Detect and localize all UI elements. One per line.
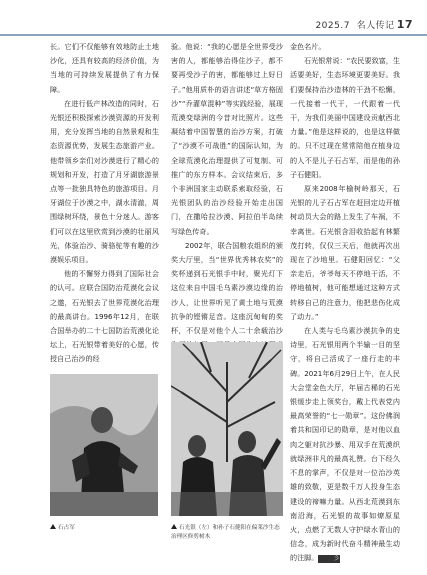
header-text (315, 18, 413, 31)
text-column-2 (171, 40, 283, 367)
paragraph-text: 在人类与毛乌素沙漠抗争的史诗里，石光银用两个半输一目的坚守，将自己活成了一座行走的丰碑。2021年6月29日上午，在人民大会堂金色大厅，年届古稀的石光银缓步走上领奖台，戴上代表党内最高荣誉的“七一勋章”。这份佛润着共和国印记的勋章，是对他以血肉之躯对抗沙暴、用双手在荒漠织就绿洲非凡的最高礼赞。台下经久不息的掌声，不仅是对一位治沙英雄的致敬，更是数千万人投身生态建设的禘嘛力量。从西北荒漠到东南沿海，石光银的故事如燎原星火，点燃了无数人守护绿水青山的信念，成为新时代奋斗精神最生动的注脚。 (290, 326, 400, 563)
issue-date: 2025.7 (315, 21, 350, 31)
triangle-icon (171, 524, 177, 529)
tree-pruning-illustration (171, 342, 283, 516)
text-column-3 (290, 40, 400, 566)
paragraph: 长。它们不仅能够有效地防止土地沙化，还具有较高的经济价值，为当地的可持续发展提供了有力保障。 (50, 42, 159, 94)
paragraph: 2002年，联合国粮农组织的颁奖大厅里，当“世界优秀林农奖”的奖杯递到石光银手中时，聚光灯下这位来自中国毛乌素沙漠边缘的治沙人，让世界听见了黄土地与荒漠抗争的铿锵足音。这座沉甸甸的奖杯，不仅是对他个人二十余载治沙 (171, 240, 283, 336)
paragraph: 原来2008年榆树岭那天，石光银的儿子石占军在赶回定边开植树动员大会的路上发生了车祸，不幸离世。石光银含泪收拾起有林繁茂打转，仅仅三天后，他就再次出现在了沙地里。石健阳回忆：“父亲走后，爷爷每天不停地干活，不停地植树，他可能想通过这种方式转移自己的注意力，他把悲伤化成了动力。” (290, 184, 400, 321)
paragraph: 验。他说：“我的心愿是全世界受沙害的人，都能够治得住沙子，都不要再受沙子的害，都能够过上好日子。”他用质朴的语言讲述“草方格固沙”“乔灌草混种”等实践经验，展现荒漠变绿洲的今昔对比照片。这些凝结着中国智慧的治沙方案，打破了“沙漠不可战胜”的国际认知，为全球荒漠化治理提供了可复制、可推广的东方样本。会议结束后，多个非洲国家主动联系索取经验，石光银团队的治沙经验开始走出国门，在撒哈拉沙漠、阿拉伯半岛续写绿色传奇。 (171, 42, 283, 236)
paragraph: 在进行低产林改造的同时，石光银还积极探索沙漠资源的开发利用，充分发挥当地的自然景观和生态资源优势，发展生态旅游产业。他带领乡亲们对沙漠进行了精心的规划和开发，打造了月牙湖旅游景点等一批独具特色的旅游项目。月牙湖位于沙漠之中，湖水清澈，周围绿树环绕，景色十分迷人。游客们可以在这里欣赏到沙漠的壮丽风光，体验治沙、骑骆驼等有趣的沙漠娱乐项目。 (50, 98, 159, 265)
page-number: 17 (396, 18, 413, 31)
photo-shi-guangyin (171, 342, 283, 516)
paragraph: 他的不懈努力得到了国际社会的认可。应联合国防治荒漠化会议之邀，石光银去了世界荒漠化治理的最高讲台。1996年12月，在联合国举办的二十七国防治荒漠化论坛上，石光银带着美好的心愿，传授自己治沙的经 (50, 269, 159, 364)
end-mark: 彡 (318, 555, 340, 563)
paragraph (290, 324, 400, 565)
header-divider (0, 34, 427, 36)
page-header (0, 0, 427, 34)
photo-caption: 石占军 (50, 524, 158, 533)
text-column-1 (50, 40, 159, 367)
triangle-icon (50, 524, 56, 529)
paragraph: 石光银常说：“农民要致富，生活要美好，生态环境更要美好。我们要保持治沙造林的干劲不松懈，一代接着一代干，一代跟着一代干，为我们美丽中国建设贡献西北力量。”他是这样说的，也是这样做的。只不过现在常常陪他在植身边的人不是儿子石占军，而是他的孙子石健阳。 (290, 56, 400, 179)
portrait-illustration (50, 374, 158, 516)
section-title: 名人传记 (356, 21, 395, 31)
paragraph: 金色名片。 (290, 42, 326, 51)
photo-shi-zhanjun (50, 374, 158, 516)
photo-caption: 石光银（左）和孙子石健阳在偏莱沙生态治理区修剪树木 (171, 525, 280, 540)
